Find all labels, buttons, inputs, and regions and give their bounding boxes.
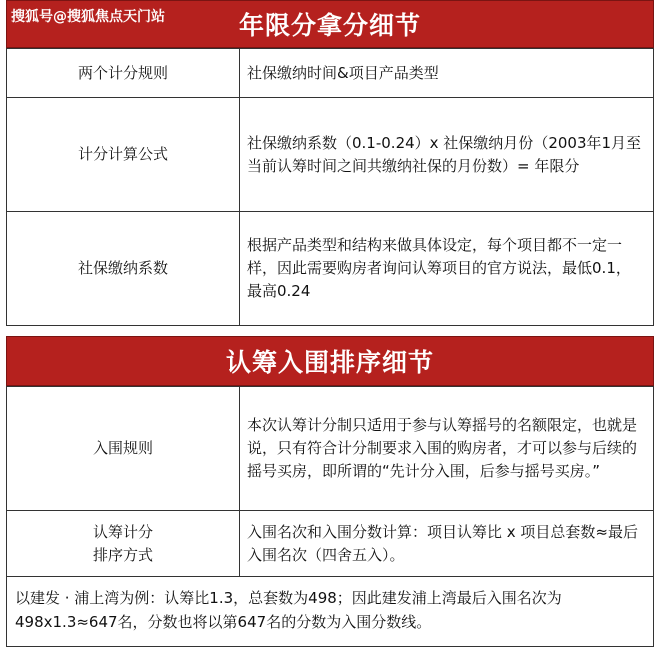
row-value: 社保缴纳系数（0.1-0.24）x 社保缴纳月份（2003年1月至当前认筹时间之间共缴纳社保的月份数）= 年限分 [240,98,654,212]
section-ranking-title: 认筹入围排序细节 [225,348,434,377]
section-year-score-banner [6,0,654,48]
row-label: 两个计分规则 [7,49,240,98]
row-label: 计分计算公式 [7,98,240,212]
row-value: 社保缴纳时间&项目产品类型 [240,49,654,98]
row-value: 根据产品类型和结构来做具体设定，每个项目都不一定一样，因此需要购房者询问认筹项目的官方说法，最低0.1，最高0.24 [240,212,654,326]
row-label: 社保缴纳系数 [7,212,240,326]
table-row [7,511,654,577]
table-row [7,387,654,511]
section-ranking-banner [6,336,654,386]
section-ranking-table [6,386,654,577]
table-row [7,98,654,212]
table-row [7,49,654,98]
watermark: 搜狐号@搜狐焦点天门站 [11,9,165,25]
row-label: 入围规则 [7,387,240,511]
table-row [7,212,654,326]
row-label-line: 排序方式 [92,545,153,564]
row-value: 入围名次和入围分数计算：项目认筹比 x 项目总套数≈最后入围名次（四舍五入）。 [240,511,654,577]
row-label [7,511,240,577]
section-ranking [6,336,654,577]
row-value: 本次认筹计分制只适用于参与认筹摇号的名额限定，也就是说，只有符合计分制要求入围的购房者，才可以参与后续的摇号买房，即所谓的“先计分入围，后参与摇号买房。” [240,387,654,511]
section-year-score-table [6,48,654,326]
example-note: 以建发 · 浦上湾为例：认筹比1.3，总套数为498；因此建发浦上湾最后入围名次为498x1.3≈647名，分数也将以第647名的分数为入围分数线。 [6,577,654,647]
section-year-score-title: 年限分拿分细节 [238,11,421,40]
row-label-line: 认筹计分 [92,522,153,541]
section-year-score [6,0,654,326]
